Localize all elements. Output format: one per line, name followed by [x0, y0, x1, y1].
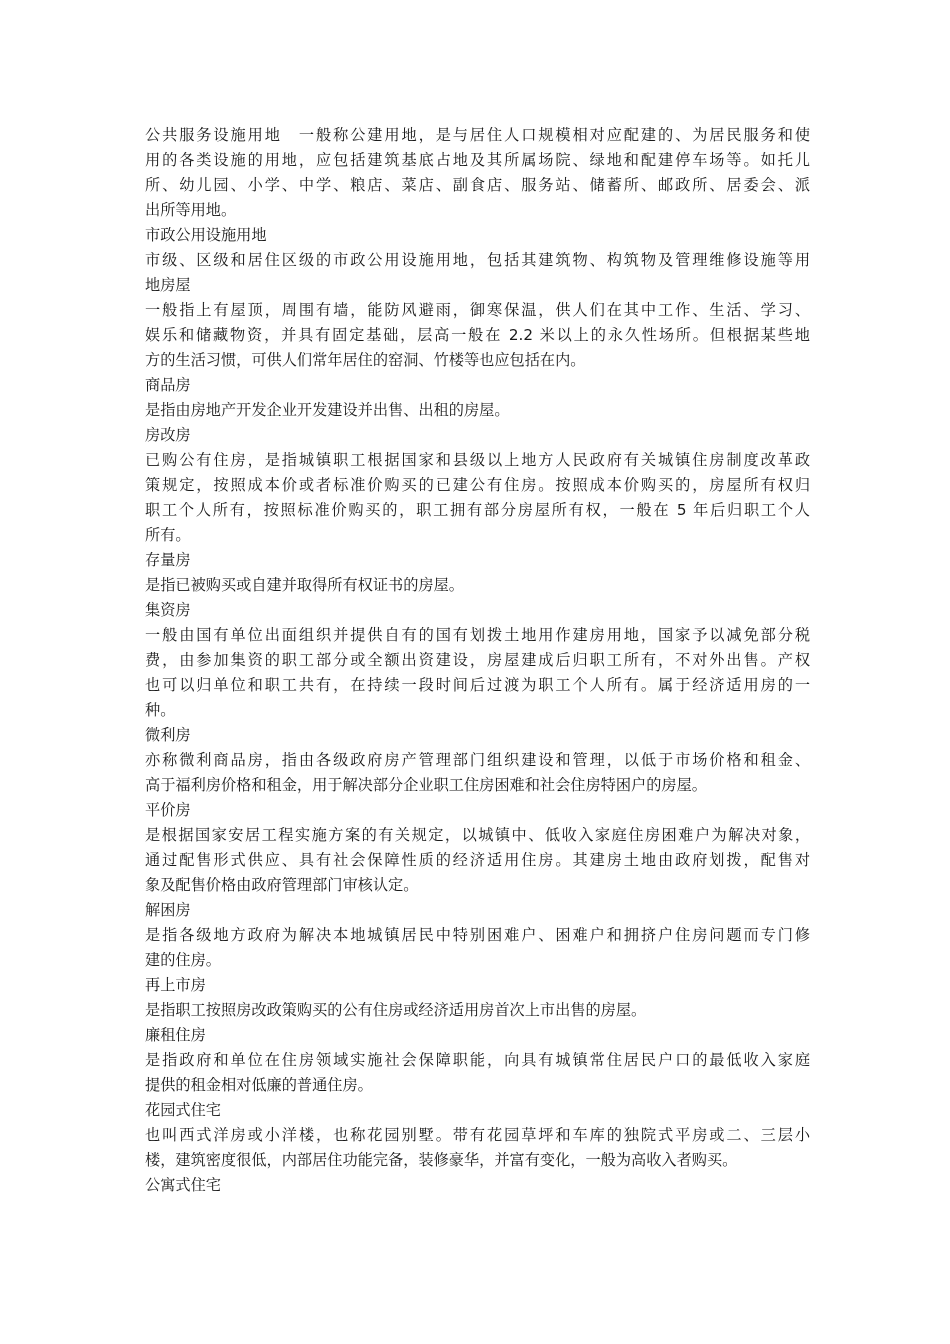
text-line: 是根据国家安居工程实施方案的有关规定，以城镇中、低收入家庭住房困难户为解决对象， [145, 826, 810, 844]
text-line: 出所等用地。 [145, 201, 237, 219]
text-line: 职工个人所有，按照标准价购买的，职工拥有部分房屋所有权，一般在 5 年后归职工个人 [145, 501, 810, 519]
text-line: 已购公有住房，是指城镇职工根据国家和县级以上地方人民政府有关城镇住房制度改革政 [145, 451, 810, 469]
text-line: 费，由参加集资的职工部分或全额出资建设，房屋建成后归职工所有，不对外出售。产权 [145, 651, 810, 669]
text-line: 是指职工按照房改政策购买的公有住房或经济适用房首次上市出售的房屋。 [145, 1001, 647, 1019]
text-line: 解困房 [145, 901, 191, 919]
text-line: 提供的租金相对低廉的普通住房。 [145, 1076, 373, 1094]
text-line: 是指各级地方政府为解决本地城镇居民中特别困难户、困难户和拥挤户住房问题而专门修 [145, 926, 810, 944]
text-line: 种。 [145, 701, 176, 719]
text-line: 建的住房。 [145, 951, 221, 969]
text-line: 市政公用设施用地 [145, 226, 267, 244]
text-line: 所、幼儿园、小学、中学、粮店、菜店、副食店、服务站、储蓄所、邮政所、居委会、派 [145, 176, 810, 194]
text-line: 一般由国有单位出面组织并提供自有的国有划拨土地用作建房用地，国家予以减免部分税 [145, 626, 810, 644]
text-line: 地房屋 [145, 276, 191, 294]
text-line: 微利房 [145, 726, 191, 744]
text-line: 是指由房地产开发企业开发建设并出售、出租的房屋。 [145, 401, 510, 419]
text-line: 房改房 [145, 426, 191, 444]
text-line: 花园式住宅 [145, 1101, 221, 1119]
text-line: 方的生活习惯，可供人们常年居住的窑洞、竹楼等也应包括在内。 [145, 351, 586, 369]
text-line: 是指已被购买或自建并取得所有权证书的房屋。 [145, 576, 464, 594]
text-line: 商品房 [145, 376, 191, 394]
text-line: 是指政府和单位在住房领域实施社会保障职能，向具有城镇常住居民户口的最低收入家庭 [145, 1051, 810, 1069]
text-line: 通过配售形式供应、具有社会保障性质的经济适用住房。其建房土地由政府划拨，配售对 [145, 851, 810, 869]
text-line: 娱乐和储藏物资，并具有固定基础，层高一般在 2.2 米以上的永久性场所。但根据某些地 [145, 326, 810, 344]
text-line: 所有。 [145, 526, 191, 544]
text-line: 象及配售价格由政府管理部门审核认定。 [145, 876, 419, 894]
text-line: 市级、区级和居住区级的市政公用设施用地，包括其建筑物、构筑物及管理维修设施等用 [145, 251, 810, 269]
text-line: 再上市房 [145, 976, 206, 994]
text-line: 也叫西式洋房或小洋楼，也称花园别墅。带有花园草坪和车库的独院式平房或二、三层小 [145, 1126, 810, 1144]
text-line: 廉租住房 [145, 1026, 206, 1044]
text-line: 公共服务设施用地 一般称公建用地，是与居住人口规模相对应配建的、为居民服务和使 [145, 126, 810, 144]
text-line: 高于福利房价格和租金，用于解决部分企业职工住房困难和社会住房特困户的房屋。 [145, 776, 707, 794]
text-line: 楼，建筑密度很低，内部居住功能完备，装修豪华，并富有变化，一般为高收入者购买。 [145, 1151, 738, 1169]
text-line: 平价房 [145, 801, 191, 819]
text-line: 策规定，按照成本价或者标准价购买的已建公有住房。按照成本价购买的，房屋所有权归 [145, 476, 810, 494]
text-line: 公寓式住宅 [145, 1176, 221, 1194]
text-line: 亦称微利商品房，指由各级政府房产管理部门组织建设和管理，以低于市场价格和租金、 [145, 751, 810, 769]
text-line: 集资房 [145, 601, 191, 619]
document-body [145, 123, 810, 1198]
text-line: 存量房 [145, 551, 191, 569]
text-line: 一般指上有屋顶，周围有墙，能防风避雨，御寒保温，供人们在其中工作、生活、学习、 [145, 301, 810, 319]
text-line: 也可以归单位和职工共有，在持续一段时间后过渡为职工个人所有。属于经济适用房的一 [145, 676, 810, 694]
text-line: 用的各类设施的用地，应包括建筑基底占地及其所属场院、绿地和配建停车场等。如托儿 [145, 151, 810, 169]
